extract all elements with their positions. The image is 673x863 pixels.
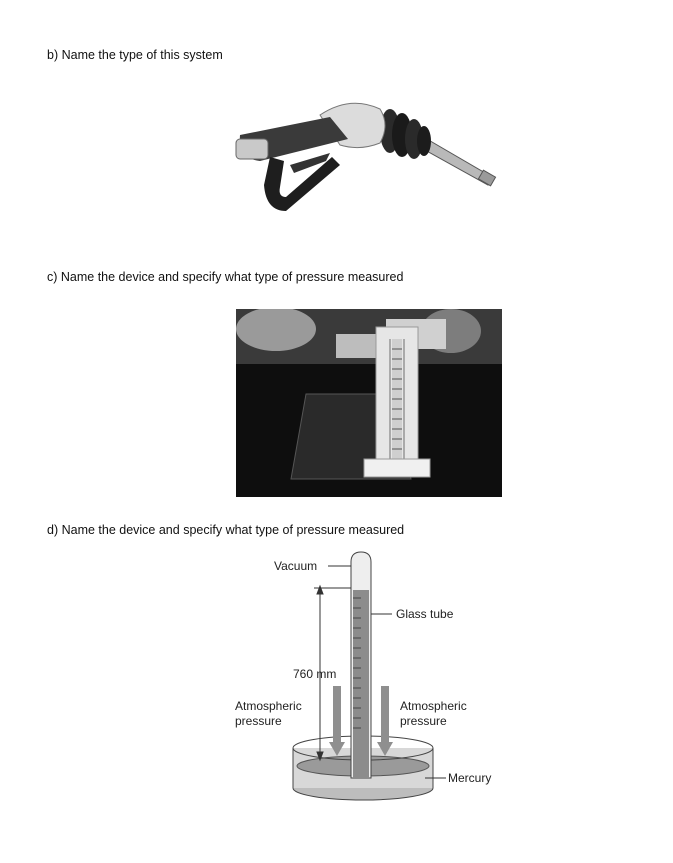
- question-c: c) Name the device and specify what type of pressure measured: [47, 270, 404, 284]
- label-atmospheric-left-1: Atmospheric: [235, 699, 302, 713]
- glass-tube: [351, 552, 371, 778]
- barometer-diagram: [230, 548, 520, 808]
- label-mercury: Mercury: [448, 771, 492, 785]
- question-d: d) Name the device and specify what type of pressure measured: [47, 523, 405, 537]
- label-atmospheric-right-2: pressure: [400, 714, 447, 728]
- label-atmospheric-left-2: pressure: [235, 714, 282, 728]
- atmospheric-pressure-arrow-left: [329, 686, 345, 756]
- question-b: b) Name the type of this system: [47, 48, 223, 62]
- atmospheric-pressure-arrow-right: [377, 686, 393, 756]
- nozzle-bellows: [380, 109, 431, 159]
- fuel-nozzle-image: [230, 95, 510, 220]
- label-height: 760 mm: [293, 667, 337, 681]
- label-vacuum: Vacuum: [274, 559, 318, 573]
- label-glass-tube: Glass tube: [396, 607, 454, 621]
- label-atmospheric-right-1: Atmospheric: [400, 699, 467, 713]
- manometer-photo: [236, 309, 502, 497]
